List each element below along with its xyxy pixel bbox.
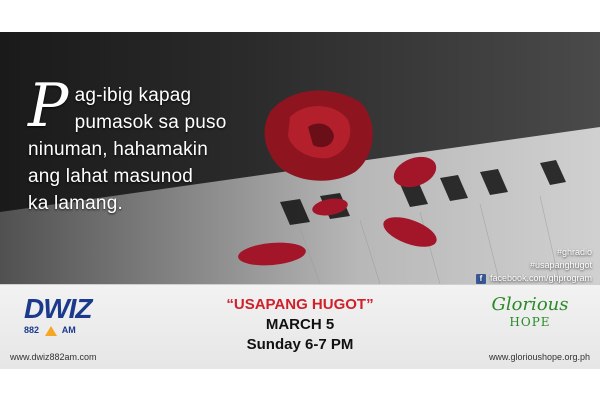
facebook-icon: f <box>476 274 486 284</box>
glorious-hope-logo <box>480 295 580 329</box>
facebook-url: facebook.com/ghprogram <box>489 273 592 283</box>
quote-line: ninuman, hahamakin <box>28 139 208 160</box>
station-url[interactable]: www.dwiz882am.com <box>10 352 97 362</box>
dwiz-logo <box>24 295 96 343</box>
quote-text <box>28 71 288 217</box>
sponsor-url[interactable]: www.glorioushope.org.ph <box>488 352 590 362</box>
station-frequency: 882 AM <box>24 325 76 335</box>
quote-line: pumasok sa puso <box>74 112 227 133</box>
hashtag[interactable]: #usapanghugot <box>529 260 592 270</box>
show-info <box>180 295 420 355</box>
sponsor-name: Glorious <box>491 294 569 315</box>
social-tags <box>476 246 592 285</box>
quote-line: ag-ibig kapag <box>74 85 192 106</box>
sponsor-name-2: HOPE <box>509 315 551 329</box>
show-date: MARCH 5 <box>265 316 335 333</box>
hashtag[interactable]: #ghradio <box>556 247 592 257</box>
quote-dropcap: P <box>28 71 69 141</box>
triangle-icon <box>45 326 57 336</box>
station-name: DWIZ <box>24 293 92 324</box>
quote-line: ka lamang. <box>28 193 123 214</box>
show-title: “USAPANG HUGOT” <box>226 296 374 313</box>
footer <box>0 284 600 369</box>
banner <box>0 32 600 369</box>
background-photo <box>0 32 600 284</box>
show-time: Sunday 6-7 PM <box>246 336 354 353</box>
quote-line: ang lahat masunod <box>28 166 194 187</box>
